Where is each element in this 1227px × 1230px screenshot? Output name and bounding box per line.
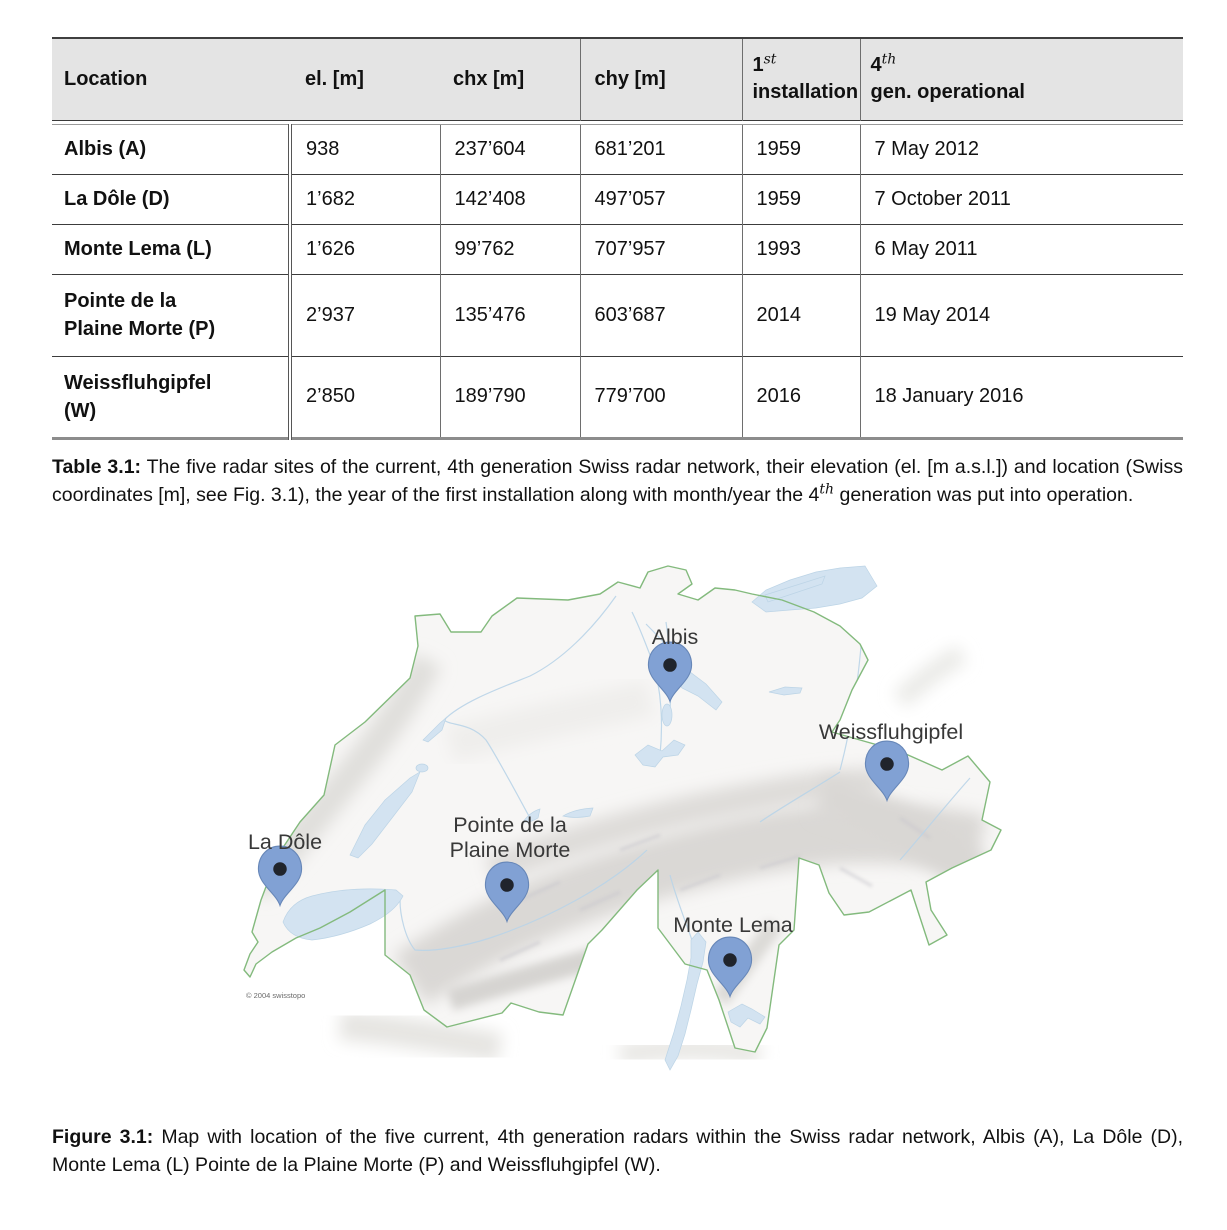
figure-caption <box>52 1123 1183 1180</box>
map-label-plaine-morte-line2: Plaine Morte <box>449 837 571 862</box>
cell-operational: 7 October 2011 <box>860 174 1183 224</box>
header-gen-word: gen. operational <box>870 81 1025 104</box>
header-gen-num: 4 <box>870 54 882 77</box>
cell-chy: 707’957 <box>580 224 742 274</box>
cell-el: 2’937 <box>290 274 440 356</box>
cell-location: Weissfluhgipfel (W) <box>64 371 212 422</box>
cell-installation: 2014 <box>742 274 860 356</box>
map-label-weissfluhgipfel: Weissfluhgipfel <box>818 719 964 744</box>
table-caption-text-end: generation was put into operation. <box>834 484 1134 506</box>
cell-chx: 237’604 <box>440 124 580 174</box>
table-row-monte-lema <box>52 224 1183 274</box>
header-chy: chy [m] <box>580 38 742 120</box>
table-caption <box>52 453 1183 510</box>
header-el-chx <box>290 38 580 120</box>
table-caption-sup: th <box>819 481 835 498</box>
header-first-word: installation <box>752 81 859 104</box>
cell-operational: 6 May 2011 <box>860 224 1183 274</box>
cell-operational: 19 May 2014 <box>860 274 1183 356</box>
header-gen-operational <box>860 38 1183 120</box>
cell-installation: 2016 <box>742 356 860 438</box>
header-first-installation <box>742 38 860 120</box>
header-gen-sup: th <box>881 51 897 68</box>
cell-operational: 18 January 2016 <box>860 356 1183 438</box>
cell-installation: 1959 <box>742 124 860 174</box>
cell-chx: 142’408 <box>440 174 580 224</box>
cell-location: Monte Lema (L) <box>64 238 212 260</box>
cell-el: 1’626 <box>290 224 440 274</box>
header-first-sup: st <box>763 51 777 68</box>
cell-el: 938 <box>290 124 440 174</box>
cell-chx: 135’476 <box>440 274 580 356</box>
table-row-weissfluhgipfel <box>52 356 1183 438</box>
cell-location: Albis (A) <box>64 138 147 160</box>
map-copyright: © 2004 swisstopo <box>246 990 306 1000</box>
header-el: el. [m] <box>305 67 364 90</box>
lake-zug <box>662 704 672 726</box>
cell-installation: 1959 <box>742 174 860 224</box>
map-label-monte-lema: Monte Lema <box>673 912 793 937</box>
radar-sites-table <box>52 37 1183 440</box>
cell-chy: 681’201 <box>580 124 742 174</box>
map-label-la-dole: La Dôle <box>247 829 323 854</box>
cell-installation: 1993 <box>742 224 860 274</box>
header-chx: chx [m] <box>453 67 525 90</box>
figure-caption-text: Map with location of the five current, 4th generation radars within the Swiss radar network, Albis (A), La Dôle (D), Monte Lema (L) Pointe de la Plaine Morte (P) and Weissfluhgipfel (W). <box>52 1125 1183 1176</box>
table-caption-text: The five radar sites of the current, 4th generation Swiss radar network, their elevation (el. [m a.s.l.]) and location (Swiss coordinates [m], see Fig. 3.1), the year of the first installation along with month/year the 4 <box>52 455 1183 506</box>
cell-chy: 497’057 <box>580 174 742 224</box>
cell-chx: 99’762 <box>440 224 580 274</box>
switzerland-map-figure <box>200 560 1070 1105</box>
cell-location: Pointe de la Plaine Morte (P) <box>64 290 216 340</box>
map-label-albis: Albis <box>651 624 699 649</box>
table-caption-label: Table 3.1: <box>52 455 142 478</box>
cell-operational: 7 May 2012 <box>860 124 1183 174</box>
table-row-albis <box>52 124 1183 174</box>
cell-el: 2’850 <box>290 356 440 438</box>
table-row-la-dole <box>52 174 1183 224</box>
figure-caption-label: Figure 3.1: <box>52 1125 154 1148</box>
cell-chx: 189’790 <box>440 356 580 438</box>
header-location: Location <box>64 67 148 90</box>
paper-page <box>52 37 1183 1180</box>
header-first-num: 1 <box>752 54 764 77</box>
cell-location: La Dôle (D) <box>64 188 170 210</box>
switzerland-map <box>200 560 1070 1105</box>
table-header-row <box>52 38 1183 120</box>
cell-chy: 779’700 <box>580 356 742 438</box>
map-label-plaine-morte-line1: Pointe de la <box>453 812 567 837</box>
lake-constance <box>752 566 877 612</box>
cell-el: 1’682 <box>290 174 440 224</box>
cell-chy: 603’687 <box>580 274 742 356</box>
table-row-plaine-morte <box>52 274 1183 356</box>
lake-morat <box>416 764 428 772</box>
